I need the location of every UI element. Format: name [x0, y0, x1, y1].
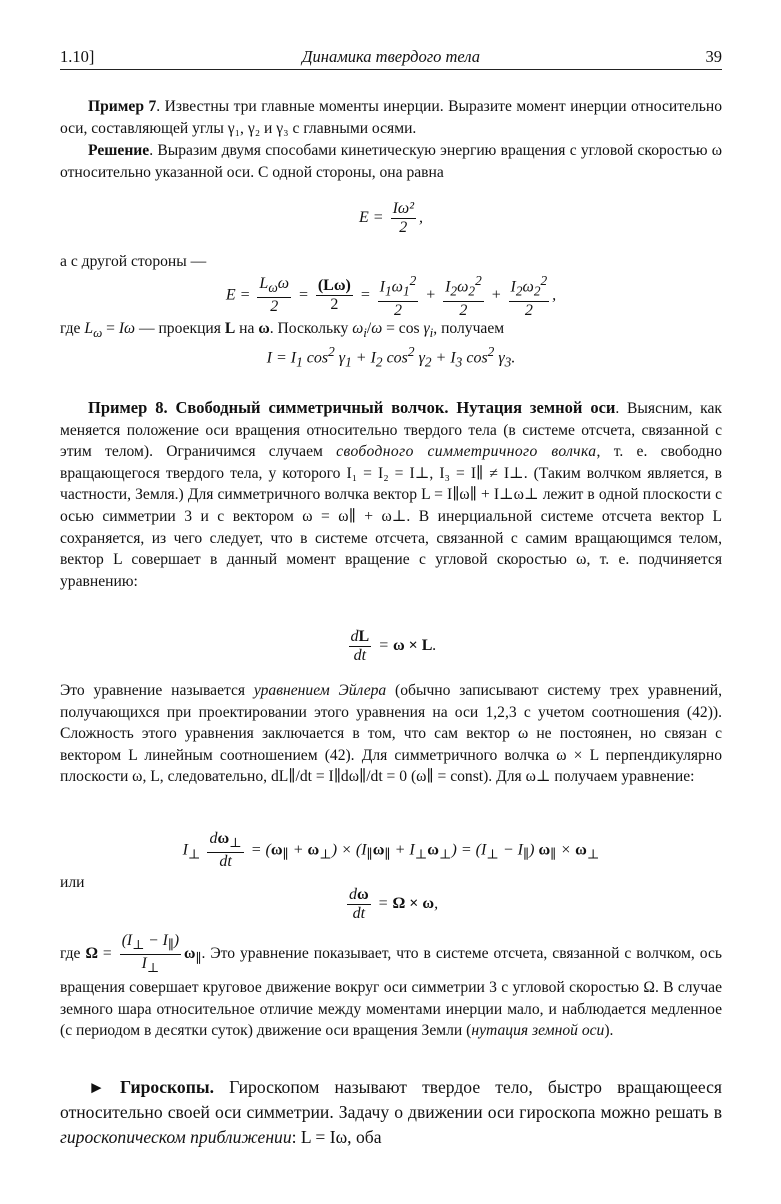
example8-paragraph-3: где Ω = $\frac{(I_\perp - I_\parallel)}{I_\perp}$ $\omega_\parallel$. Это уравнение показывает, что в системе отсчета, связанной с волчком, ось вращения совершает круговое движение вокруг оси симметрии 3 с угловой скоростью Ω. В случае земного шара относительное отличие между моментами инерции мало, и наблюдается медленное (с периодом в десятки суток) движение оси вращения Земли (нутация земной оси). — [60, 932, 722, 1040]
example7-statement-text: . Известны три главные моменты инерции. Выразите момент инерции относительно оси, составляющей углы γ₁, γ₂ и γ₃ с главными осями. — [60, 98, 722, 137]
running-header — [60, 47, 722, 70]
formula-omega-perp: $I_\perp$ $\frac{d\omega_\perp}{dt}$ = $(\omega_\parallel + \omega_\perp) \times (I_\parallel\omega_\parallel + I_\perp\omega_\perp) = (I_\perp - I_\parallel) \omega_\parallel \times \omega_\perp$ — [182, 830, 600, 871]
example8-p2-a: Это уравнение называется — [60, 682, 254, 699]
formula-moment: $I = I_1$ $\cos^2 \gamma_1 + I_2$ $\cos^2 \gamma_2 + I_3$ $\cos^2 \gamma_3$. — [266, 344, 516, 370]
other-side-text: а с другой стороны — — [60, 253, 207, 270]
example8-p2-b: (обычно записывают систему трех уравнений, получающихся при проектировании этого уравнения на оси 1,2,3 с учетом соотношения (42)). Сложность этого уравнения заключается в том, что сам вектор ω не постоянен, но связан с вектором L линейным соотношением (42). Для симметричного волчка ω × L перпендикулярно плоскости ω, L, следовательно, dL∥/dt = I∥dω∥/dt = 0 (ω∥ = const). Для ω⊥ получаем уравнение: — [60, 682, 722, 786]
where-projection-text: где $L_\omega = I\omega$ — проекция L на ω. Поскольку $\omega_i/\omega = \cos \gamma_i$, получаем — [60, 320, 505, 341]
section-number: 1.10] — [60, 47, 95, 66]
example8-p3-a: Это уравнение показывает, что в системе отсчета, связанной с волчком, ось вращения совершает круговое движение вокруг оси симметрии 3 с угловой скоростью Ω. В случае земного шара относительное отличие между моментами инерции мало, и наблюдается медленное (с периодом в десятки суток) движение оси вращения Земли ( — [60, 945, 722, 1040]
or-word: или — [60, 874, 85, 891]
formula-energy-2: E = $\frac{L_\omega\omega}{2}$ = $\frac{(L\omega)}{2}$ = $\frac{I_1\omega_1^2}{2}$ + $\frac{I_2\omega_2^2}{2}$ + $\frac{I_2\omega_2^2}{2}$ , — [225, 273, 557, 319]
gyroscopes-paragraph — [60, 1075, 722, 1150]
example8-heading: Пример 8. Свободный симметричный волчок. Нутация земной оси — [88, 398, 616, 417]
example8-paragraph-1 — [60, 397, 722, 592]
example8-p3-italic: нутация земной оси — [471, 1022, 605, 1040]
example8-p2-italic: уравнением Эйлера — [253, 682, 387, 699]
solution-label: Решение — [88, 142, 150, 159]
example7-heading: Пример 7 — [88, 98, 157, 115]
example8-p3-b: ). — [604, 1022, 614, 1040]
gyroscopes-text-a: Гироскопом называют твердое тело, быстро вращающееся относительно своей оси симметрии. Задачу о движении оси гироскопа можно решать в — [60, 1077, 722, 1122]
gyroscopes-italic: гироскопическом приближении — [60, 1127, 292, 1147]
gyroscopes-text-b: : L = Iω, оба — [291, 1127, 382, 1147]
example8-p1-b: , т. е. свободно вращающегося твердого тела, у которого I₁ = I₂ = I⊥, I₃ = I∥ ≠ I⊥. (Таким волчком является, в частности, Земля.) Для симметричного волчка вектор L = I∥ω∥ + I⊥ω⊥ лежит в одной плоскости с осью симметрии 3 и с вектором ω = ω∥ + ω⊥. В инерциальной системе отсчета вектор L сохраняется, из чего следует, что в системе отсчета, связанной с самим вращающимся телом, вектор L совершает в данный момент вращение с угловой скоростью ω, т. е. подчиняется уравнению: — [60, 443, 722, 590]
example7-statement — [60, 96, 722, 139]
example7-solution — [60, 140, 722, 183]
formula-euler: $\frac{dL}{dt}$ = ω × L. — [350, 628, 437, 664]
example8-p1-a: . Выясним, как меняется положение оси вращения относительно твердого тела (в системе отсчета, связанной с этим телом). Ограничимся случаем — [60, 400, 722, 461]
gyroscopes-heading: Гироскопы. — [119, 1077, 214, 1097]
bullet-arrow-icon: ► — [88, 1078, 105, 1097]
chapter-title: Динамика твердого тела — [302, 47, 480, 66]
example8-p1-italic: свободного симметричного волчка — [336, 443, 597, 461]
where-label: где — [60, 945, 81, 963]
solution-text: . Выразим двумя способами кинетическую энергию вращения с угловой скоростью ω относительно указанной оси. С одной стороны, она равна — [60, 142, 722, 181]
formula-omega: $\frac{d\omega}{dt}$ = Ω × ω, — [348, 886, 439, 922]
page-number: 39 — [705, 47, 722, 66]
example8-paragraph-2 — [60, 680, 722, 788]
formula-energy-1: E = $\frac{\text{Iω²}}{2}$ , — [359, 200, 423, 236]
